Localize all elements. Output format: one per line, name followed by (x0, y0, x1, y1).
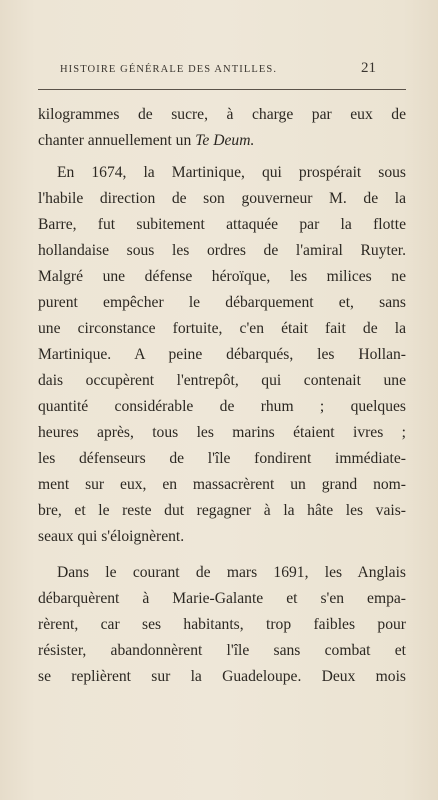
text-line: dais occupèrent l'entrepôt, qui contenait une (38, 372, 406, 389)
text-line: ment sur eux, en massacrèrent un grand nom- (38, 476, 406, 493)
text-line: les défenseurs de l'île fondirent immédiate- (38, 450, 406, 467)
text-line: Martinique. A peine débarqués, les Hollan- (38, 346, 406, 363)
running-head (0, 60, 438, 80)
text-line: Malgré une défense héroïque, les milices ne (38, 268, 406, 285)
text-italic: Te Deum. (195, 132, 255, 149)
text-line: une circonstance fortuite, c'en était fait de la (38, 320, 406, 337)
text-line: Barre, fut subitement attaquée par la flotte (38, 216, 406, 233)
text-line: seaux qui s'éloignèrent. (38, 528, 185, 545)
text-line: purent empêcher le débarquement et, sans (38, 294, 406, 311)
text-line: l'habile direction de son gouverneur M. de la (38, 190, 406, 207)
text-line: chanter annuellement un Te Deum. (38, 132, 255, 149)
text-line: hollandaise sous les ordres de l'amiral Ruyter. (38, 242, 406, 259)
text-line: se replièrent sur la Guadeloupe. Deux mois (38, 668, 406, 685)
text-line: Dans le courant de mars 1691, les Anglais (57, 564, 406, 581)
text-line: débarquèrent à Marie-Galante et s'en empa- (38, 590, 406, 607)
text-line: heures après, tous les marins étaient ivres ; (38, 424, 406, 441)
text-line: En 1674, la Martinique, qui prospérait sous (57, 164, 406, 181)
header-rule (38, 89, 406, 90)
text-line: bre, et le reste dut regagner à la hâte les vais- (38, 502, 406, 519)
text-line: quantité considérable de rhum ; quelques (38, 398, 406, 415)
text-line: résister, abandonnèrent l'île sans combat et (38, 642, 406, 659)
text-line: kilogrammes de sucre, à charge par eux de (38, 106, 406, 123)
text-line: rèrent, car ses habitants, trop faibles pour (38, 616, 406, 633)
running-head-title: HISTOIRE GÉNÉRALE DES ANTILLES. (60, 64, 278, 75)
page-number: 21 (361, 60, 376, 76)
